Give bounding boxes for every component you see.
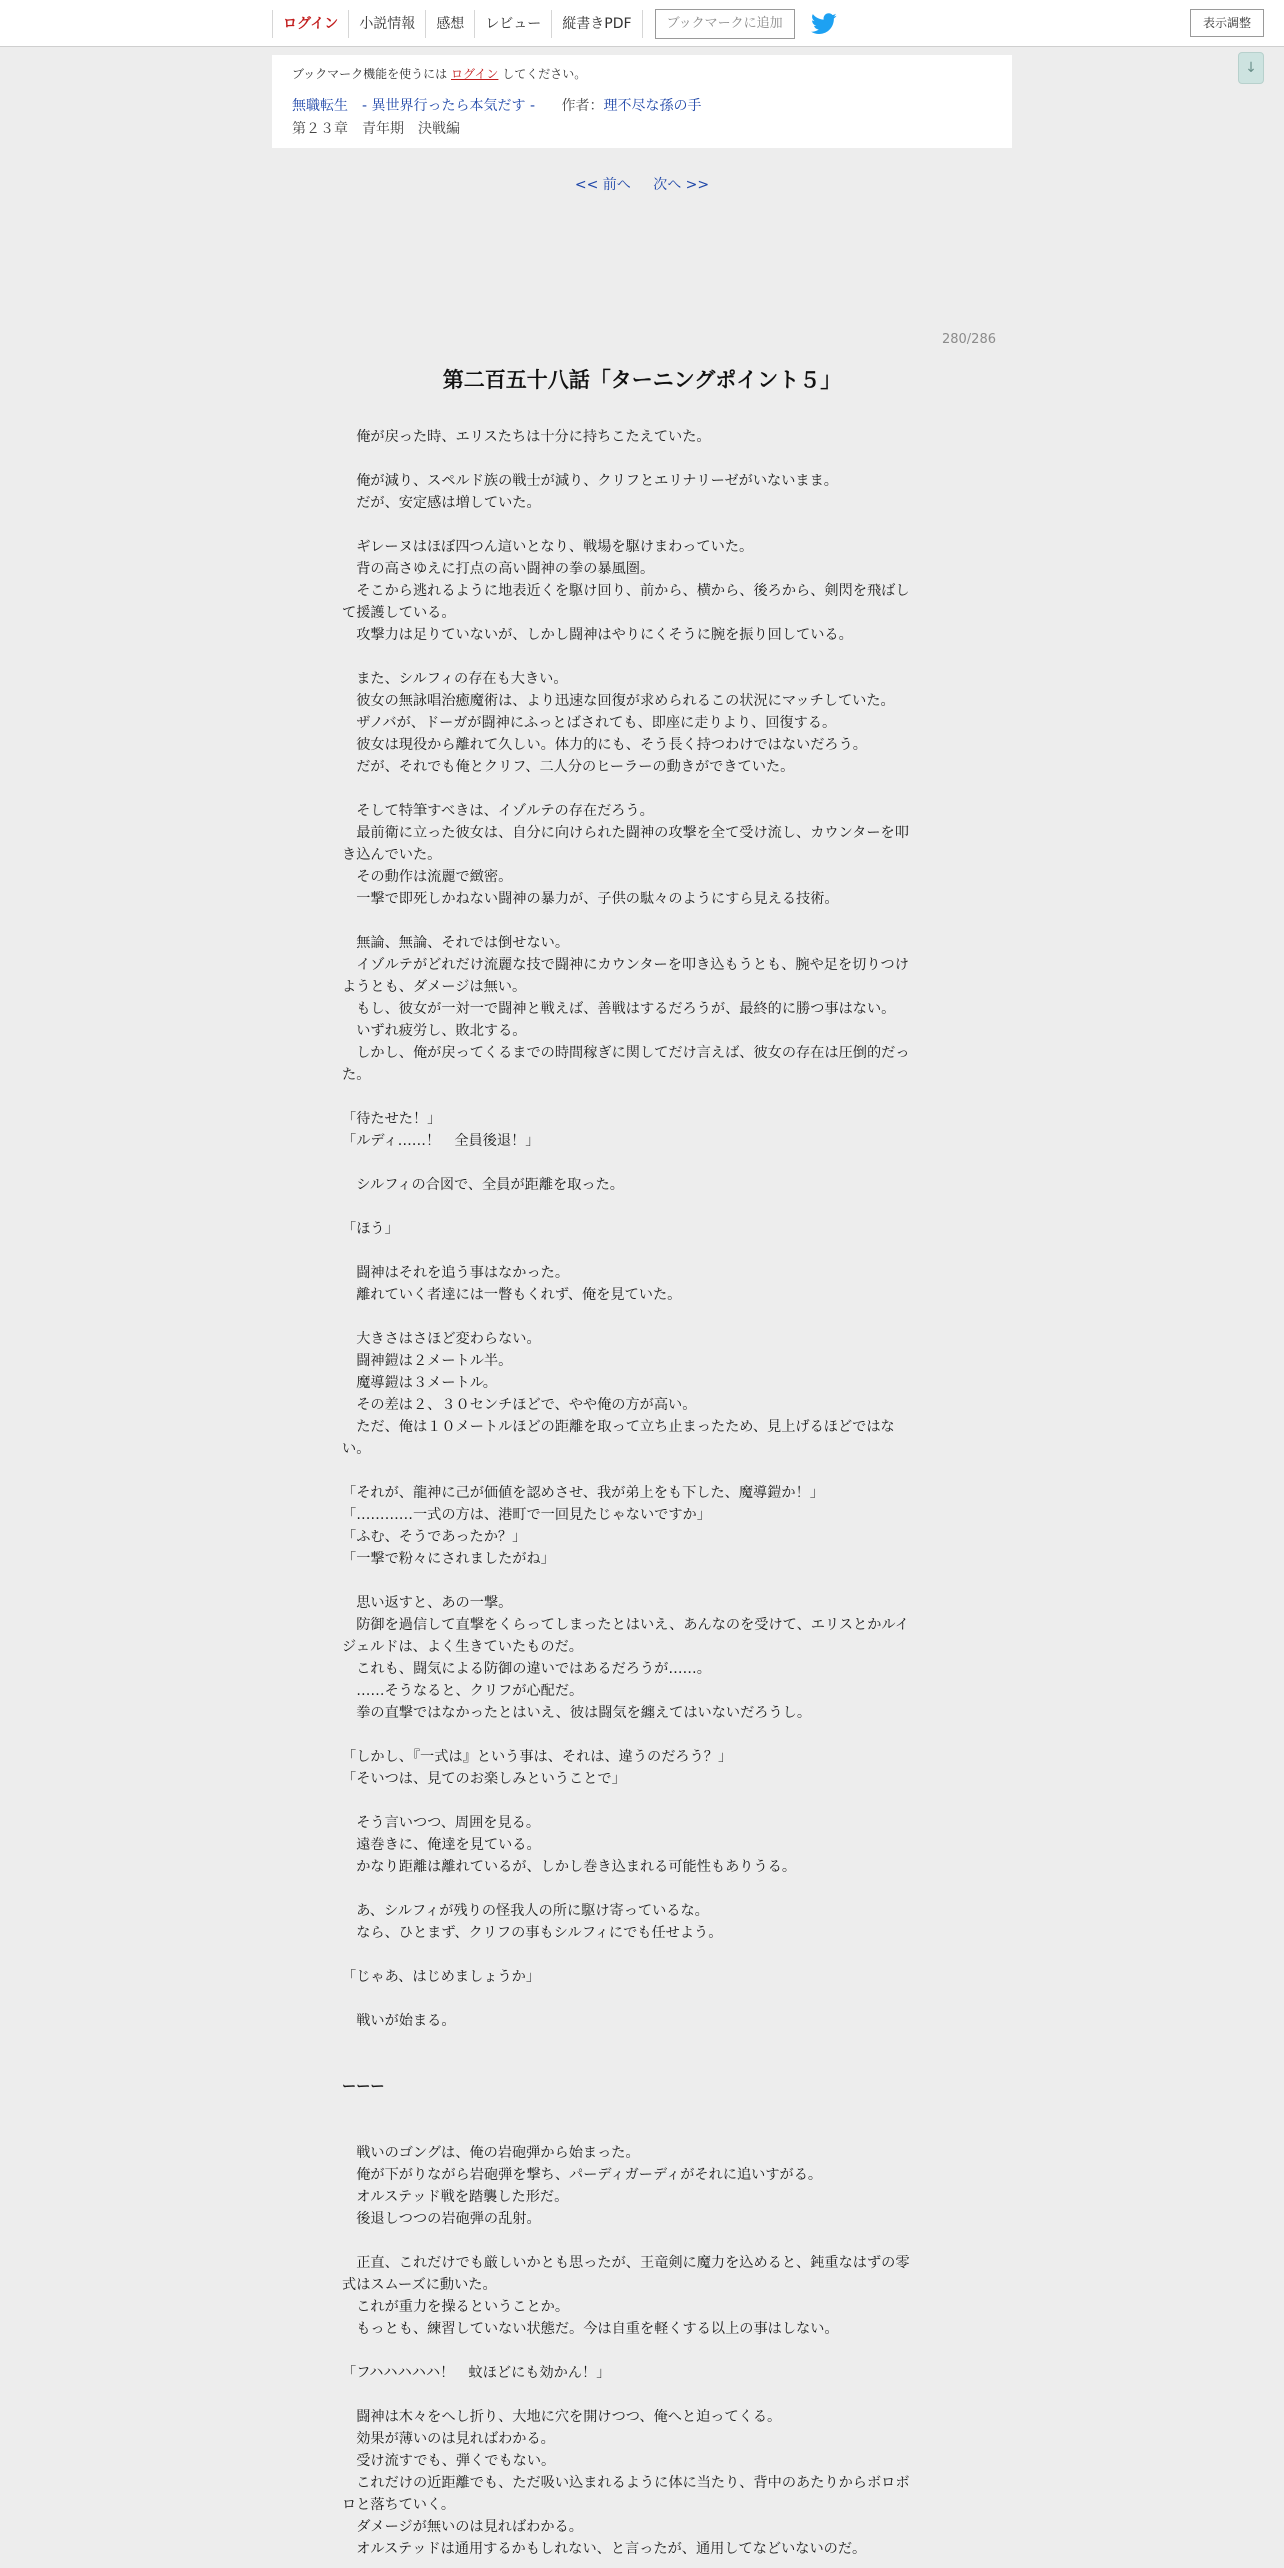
text-line: 「ほう」	[342, 1221, 399, 1237]
blank-line	[342, 2340, 942, 2362]
text-line: ギレーヌはほぼ四つん這いとなり、戦場を駆けまわっていた。	[342, 539, 754, 555]
novel-body-text	[342, 426, 942, 2560]
arrow-down-icon: ↓	[1245, 60, 1257, 76]
text-line: た。	[342, 1067, 371, 1083]
text-line: 闘神は木々をへし折り、大地に穴を開けつつ、俺へと迫ってくる。	[342, 2409, 782, 2425]
blank-line	[342, 2384, 942, 2406]
bookmark-notice-text-before: ブックマーク機能を使うには	[292, 67, 448, 81]
text-line: もし、彼女が一対一で闘神と戦えば、善戦はするだろうが、最終的に勝つ事はない。	[342, 1001, 896, 1017]
top-bar	[0, 0, 1284, 47]
blank-line	[342, 1086, 942, 1108]
text-line: 俺が戻った時、エリスたちは十分に持ちこたえていた。	[342, 429, 711, 445]
text-line: 彼女の無詠唱治癒魔術は、より迅速な回復が求められるこの状況にマッチしていた。	[342, 693, 895, 709]
text-line: これが重力を操るということか。	[342, 2299, 570, 2315]
text-line: そして特筆すべきは、イゾルテの存在だろう。	[342, 803, 654, 819]
nav-login-link[interactable]: ログイン	[272, 10, 348, 38]
nav-review-link[interactable]: レビュー	[474, 10, 551, 38]
bookmark-notice	[292, 64, 992, 84]
text-line: 一撃で即死しかねない闘神の暴力が、子供の駄々のようにすら見える技術。	[342, 891, 839, 907]
text-line: き込んでいた。	[342, 847, 442, 863]
text-line: 戦いが始まる。	[342, 2013, 456, 2029]
text-line: 「それが、龍神に己が価値を認めさせ、我が弟上をも下した、魔導鎧か！」	[342, 1485, 824, 1501]
text-line: シルフィの合図で、全員が距離を取った。	[342, 1177, 624, 1193]
text-line: 戦いのゴングは、俺の岩砲弾から始まった。	[342, 2145, 640, 2161]
text-line: これだけの近距離でも、ただ吸い込まれるように体に当たり、背中のあたりからボロボ	[342, 2475, 910, 2491]
blank-line	[342, 2120, 942, 2142]
text-line: あ、シルフィが残りの怪我人の所に駆け寄っているな。	[342, 1903, 709, 1919]
text-line: オルステッド戦を踏襲した形だ。	[342, 2189, 569, 2205]
text-line: 正直、これだけでも厳しいかとも思ったが、王竜剣に魔力を込めると、鈍重なはずの零	[342, 2255, 910, 2271]
text-line: いずれ疲労し、敗北する。	[342, 1023, 527, 1039]
text-line: て援護している。	[342, 605, 456, 621]
text-line: 離れていく者達には一瞥もくれず、俺を見ていた。	[342, 1287, 682, 1303]
text-line: 効果が薄いのは見ればわかる。	[342, 2431, 555, 2447]
text-line: 「…………一式の方は、港町で一回見たじゃないですか」	[342, 1507, 711, 1523]
nav-novel-info-link[interactable]: 小説情報	[348, 10, 425, 38]
text-line: 攻撃力は足りていないが、しかし闘神はやりにくそうに腕を振り回している。	[342, 627, 853, 643]
text-line: そこから逃れるように地表近くを駆け回り、前から、横から、後ろから、剣閃を飛ばし	[342, 583, 910, 599]
text-line: ダメージが無いのは見ればわかる。	[342, 2519, 583, 2535]
text-line: また、シルフィの存在も大きい。	[342, 671, 568, 687]
text-line: ただ、俺は１０メートルほどの距離を取って立ち止まったため、見上げるほどではな	[342, 1419, 895, 1435]
text-line: 彼女は現役から離れて久しい。体力的にも、そう長く持つわけではないだろう。	[342, 737, 867, 753]
blank-line	[342, 778, 942, 800]
text-line: 思い返すと、あの一撃。	[342, 1595, 513, 1611]
text-line: 「しかし、『一式は』という事は、それは、違うのだろう？」	[342, 1749, 733, 1765]
text-line: 防御を過信して直撃をくらってしまったとはいえ、あんなのを受けて、エリスとかルイ	[342, 1617, 910, 1633]
top-nav	[272, 10, 837, 38]
novel-title-line	[292, 96, 992, 116]
text-line: 俺が減り、スペルド族の戦士が減り、クリフとエリナリーゼがいないまま。	[342, 473, 838, 489]
author-label: 作者：	[561, 98, 604, 114]
page-counter: 280/286	[941, 332, 996, 347]
blank-line	[342, 2230, 942, 2252]
text-line: その動作は流麗で緻密。	[342, 869, 513, 885]
text-line: これも、闘気による防御の違いではあるだろうが……。	[342, 1661, 711, 1677]
text-line: 「そいつは、見てのお楽しみということで」	[342, 1771, 626, 1787]
nav-impressions-link[interactable]: 感想	[425, 10, 474, 38]
text-line: 「ふむ、そうであったか？」	[342, 1529, 527, 1545]
text-line: 闘神鎧は２メートル半。	[342, 1353, 513, 1369]
text-line: イゾルテがどれだけ流麗な技で闘神にカウンターを叩き込もうとも、腕や足を切りつけ	[342, 957, 909, 973]
blank-line	[342, 1152, 942, 1174]
blank-line	[342, 646, 942, 668]
blank-line	[342, 910, 942, 932]
text-line: しかし、俺が戻ってくるまでの時間稼ぎに関してだけ言えば、彼女の存在は圧倒的だっ	[342, 1045, 910, 1061]
novel-title-link[interactable]: 無職転生 - 異世界行ったら本気だす -	[292, 98, 536, 114]
text-line: 「フハハハハハ！ 蚊ほどにも効かん！」	[342, 2365, 611, 2381]
text-line: オルステッドは通用するかもしれない、と言ったが、通用してなどいないのだ。	[342, 2541, 867, 2557]
text-line: 無論、無論、それでは倒せない。	[342, 935, 570, 951]
text-line: ようとも、ダメージは無い。	[342, 979, 527, 995]
text-line: なら、ひとまず、クリフの事もシルフィにでも任せよう。	[342, 1925, 723, 1941]
text-line: その差は２、３０センチほどで、やや俺の方が高い。	[342, 1397, 697, 1413]
text-line: そう言いつつ、周囲を見る。	[342, 1815, 541, 1831]
text-line: 最前衛に立った彼女は、自分に向けられた闘神の攻撃を全て受け流し、カウンターを叩	[342, 825, 909, 841]
bookmark-login-link[interactable]: ログイン	[451, 67, 499, 81]
text-line: かなり距離は離れているが、しかし巻き込まれる可能性もありうる。	[342, 1859, 797, 1875]
episode-title: 第二百五十八話「ターニングポイント５」	[442, 368, 842, 392]
blank-line	[342, 514, 942, 536]
text-line: い。	[342, 1441, 371, 1457]
blank-line	[342, 1306, 942, 1328]
text-line: ……そうなると、クリフが心配だ。	[342, 1683, 584, 1699]
next-page-link[interactable]: 次へ >>	[653, 177, 710, 193]
blank-line	[342, 448, 942, 470]
blank-line	[342, 1988, 942, 2010]
text-line: 遠巻きに、俺達を見ている。	[342, 1837, 541, 1853]
author-link[interactable]: 理不尽な孫の手	[603, 98, 702, 114]
blank-line	[342, 1570, 942, 1592]
blank-line	[342, 1790, 942, 1812]
chapter-heading: 第２３章 青年期 決戦編	[292, 121, 460, 137]
novel-info-box	[272, 55, 1012, 148]
text-line: 魔導鎧は３メートル。	[342, 1375, 497, 1391]
text-line: 背の高さゆえに打点の高い闘神の拳の暴風圏。	[342, 561, 655, 577]
blank-line	[342, 1460, 942, 1482]
blank-line	[342, 1196, 942, 1218]
text-line: もっとも、練習していない状態だ。今は自重を軽くする以上の事はしない。	[342, 2321, 839, 2337]
bookmark-notice-text-after: してください。	[502, 67, 587, 81]
text-line: ザノバが、ドーガが闘神にふっとばされても、即座に走りより、回復する。	[342, 715, 837, 731]
pager	[0, 174, 1284, 194]
scroll-down-button[interactable]	[1238, 52, 1264, 84]
prev-page-link[interactable]: << 前へ	[574, 177, 631, 193]
blank-line	[342, 1724, 942, 1746]
display-settings-button[interactable]: 表示調整	[1190, 9, 1264, 37]
text-line: 受け流すでも、弾くでもない。	[342, 2453, 556, 2469]
blank-line	[342, 1944, 942, 1966]
text-line: 闘神はそれを追う事はなかった。	[342, 1265, 570, 1281]
blank-line	[342, 2032, 942, 2054]
blank-line	[342, 2098, 942, 2120]
blank-line	[342, 1878, 942, 1900]
nav-vertical-pdf-link[interactable]: 縦書きPDF	[551, 10, 642, 38]
text-line: 「一撃で粉々にされましたがね」	[342, 1551, 555, 1567]
text-line: 「ルディ……！ 全員後退！」	[342, 1133, 540, 1149]
blank-line	[342, 2054, 942, 2076]
text-line: 式はスムーズに動いた。	[342, 2277, 497, 2293]
text-line: 拳の直撃ではなかったとはいえ、彼は闘気を纏えてはいないだろうし。	[342, 1705, 812, 1721]
text-line: 「待たせた！」	[342, 1111, 442, 1127]
text-line: 大きさはさほど変わらない。	[342, 1331, 541, 1347]
twitter-icon[interactable]	[811, 13, 837, 35]
text-line: ロと落ちていく。	[342, 2497, 456, 2513]
add-bookmark-button[interactable]: ブックマークに追加	[655, 9, 795, 39]
text-line: だが、それでも俺とクリフ、二人分のヒーラーの動きができていた。	[342, 759, 795, 775]
text-line: 俺が下がりながら岩砲弾を撃ち、パーディガーディがそれに追いすがる。	[342, 2167, 823, 2183]
text-line: 後退しつつの岩砲弾の乱射。	[342, 2211, 541, 2227]
text-line: 「じゃあ、はじめましょうか」	[342, 1969, 541, 1985]
text-line: だが、安定感は増していた。	[342, 495, 541, 511]
blank-line	[342, 1240, 942, 1262]
scene-separator: ーーー	[342, 2079, 385, 2095]
text-line: ジェルドは、よく生きていたものだ。	[342, 1639, 583, 1655]
